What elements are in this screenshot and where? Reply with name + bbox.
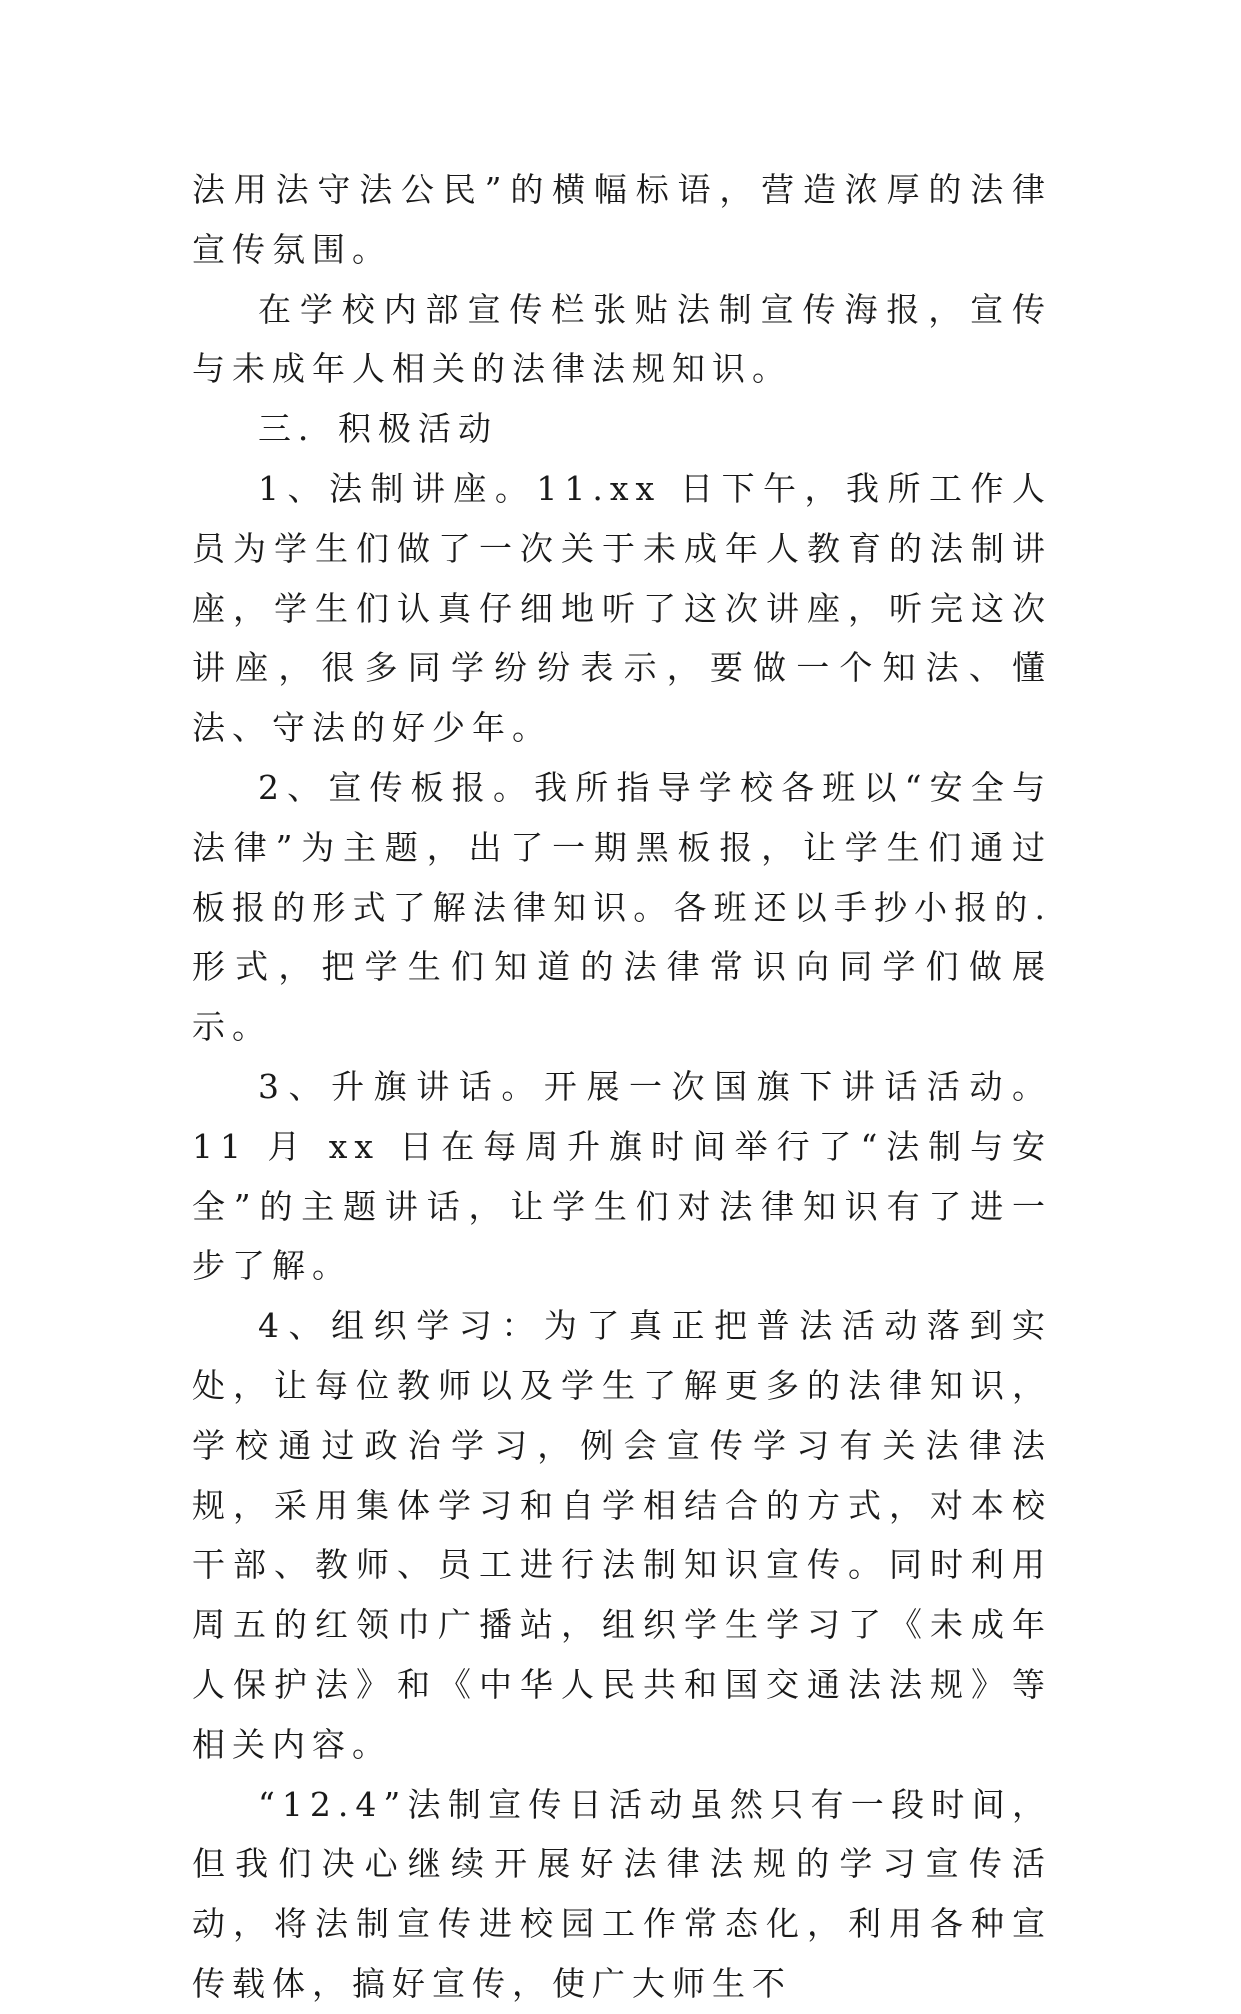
paragraph-conclusion: “12.4”法制宣传日活动虽然只有一段时间，但我们决心继续开展好法律法规的学习宣传活动，将法制宣传进校园工作常态化，利用各种宣传载体，搞好宣传，使广大师生不: [192, 1784, 1052, 2003]
paragraph-blackboard: 2、宣传板报。我所指导学校各班以“安全与法律”为主题，出了一期黑板报，让学生们通过板报的形式了解法律知识。各班还以手抄小报的.形式，把学生们知道的法律常识向同学们做展示。: [192, 767, 1052, 1047]
paragraph-banner-slogan: 法用法守法公民”的横幅标语，营造浓厚的法律宣传氛围。: [192, 170, 1052, 269]
paragraph-poster: 在学校内部宣传栏张贴法制宣传海报，宣传与未成年人相关的法律法规知识。: [192, 289, 1052, 389]
section-heading-activities: 三．积极活动: [258, 409, 498, 449]
paragraph-flag-speech: 3、升旗讲话。开展一次国旗下讲话活动。11 月 xx 日在每周升旗时间举行了“法制与安全”的主题讲话，让学生们对法律知识有了进一步了解。: [192, 1066, 1052, 1286]
paragraph-lecture: 1、法制讲座。11.xx 日下午，我所工作人员为学生们做了一次关于未成年人教育的法制讲座，学生们认真仔细地听了这次讲座，听完这次讲座，很多同学纷纷表示，要做一个知法、懂法、守法的好少年。: [192, 468, 1052, 748]
document-body: [192, 160, 1052, 2014]
paragraph-study: 4、组织学习：为了真正把普法活动落到实处，让每位教师以及学生了解更多的法律知识，学校通过政治学习，例会宣传学习有关法律法规，采用集体学习和自学相结合的方式，对本校干部、教师、员工进行法制知识宣传。同时利用周五的红领巾广播站，组织学生学习了《未成年人保护法》和《中华人民共和国交通法法规》等相关内容。: [192, 1306, 1052, 1764]
